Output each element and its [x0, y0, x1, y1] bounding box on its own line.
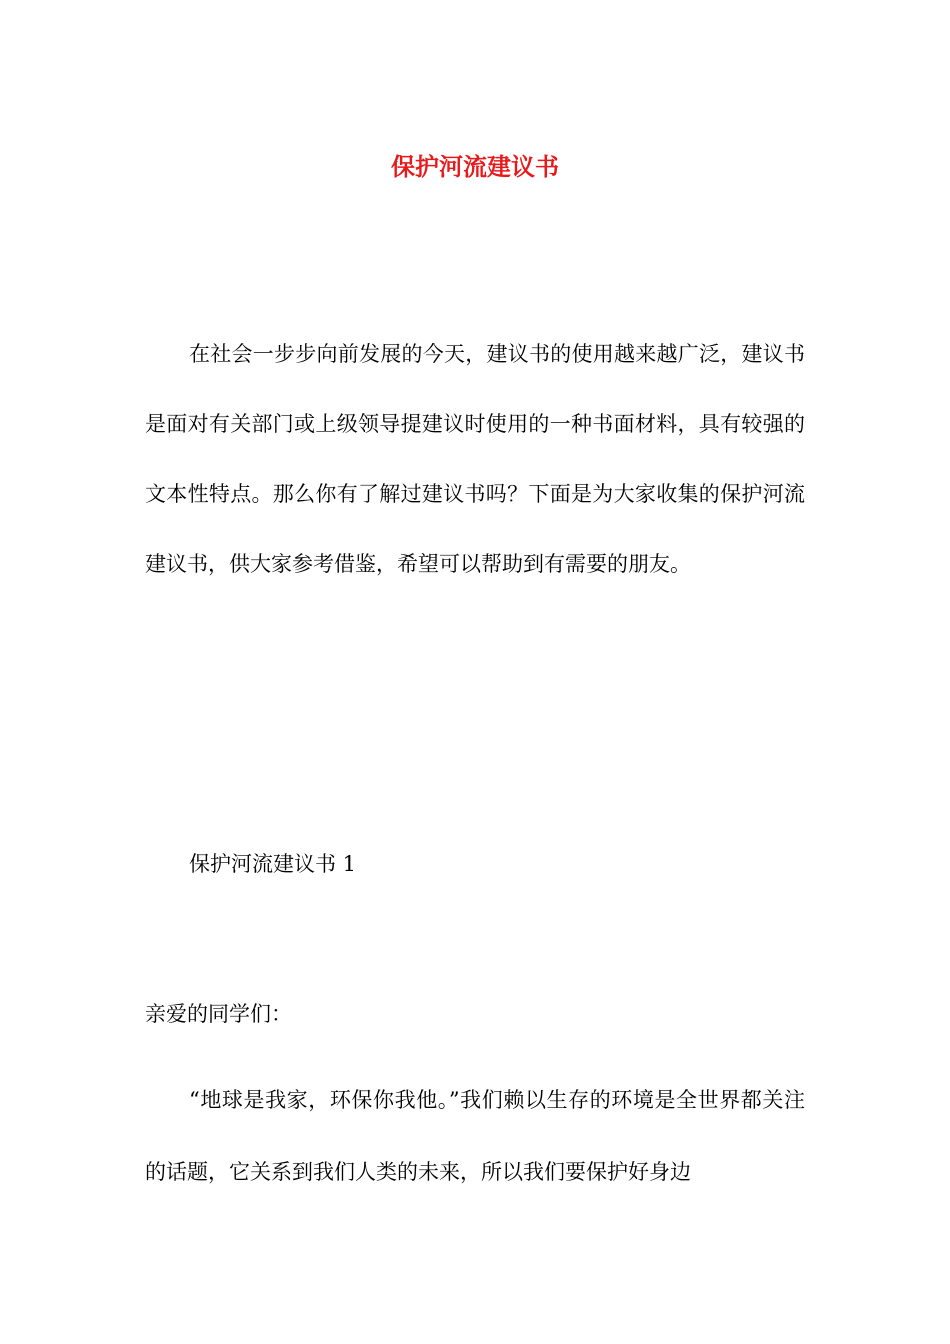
document-title: 保护河流建议书 [391, 152, 559, 182]
body-paragraph: “地球是我家，环保你我他。”我们赖以生存的环境是全世界都关注的话题，它关系到我们人类的未来，所以我们要保护好身边 [145, 1088, 805, 1184]
section-heading: 保护河流建议书 1 [189, 852, 357, 876]
greeting-line: 亲爱的同学们： [145, 1002, 292, 1026]
intro-paragraph: 在社会一步步向前发展的今天，建议书的使用越来越广泛，建议书是面对有关部门或上级领导提建议时使用的一种书面材料，具有较强的文本性特点。那么你有了解过建议书吗？下面是为大家收集的保护河流建议书，供大家参考借鉴，希望可以帮助到有需要的朋友。 [145, 342, 805, 576]
